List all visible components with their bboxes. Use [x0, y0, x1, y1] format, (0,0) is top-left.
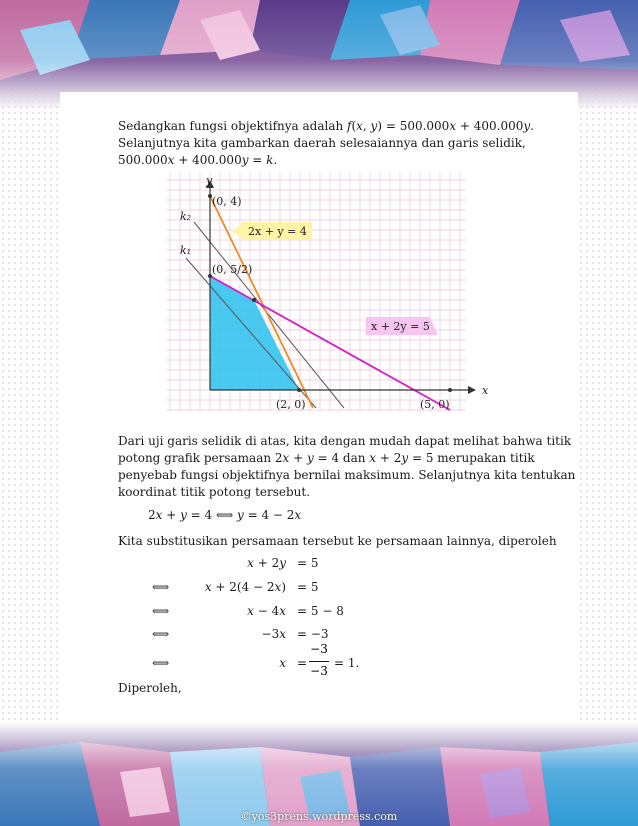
- paragraph-analysis-line4: koordinat titik potong tersebut.: [118, 485, 311, 499]
- label-k1: k₁: [180, 244, 192, 257]
- step-lhs: 𝑥 − 4𝑥: [247, 604, 286, 618]
- feasible-region-graph: [166, 172, 496, 420]
- step-rhs: = 5 − 8: [297, 604, 344, 618]
- step-lhs: −3𝑥: [261, 627, 286, 641]
- paragraph-objective-line3: 500.000𝑥 + 400.000𝑦 = 𝑘.: [118, 153, 278, 167]
- step-arrow: ⟺: [152, 656, 170, 670]
- paragraph-analysis-line3: penyebab fungsi objektifnya bernilai maksimum. Selanjutnya kita tentukan: [118, 468, 576, 482]
- step-lhs: 𝑥 + 2(4 − 2𝑥): [204, 580, 286, 594]
- paragraph-objective-line1: Sedangkan fungsi objektifnya adalah 𝑓(𝑥, 𝑦) = 500.000𝑥 + 400.000𝑦.: [118, 119, 534, 133]
- paragraph-analysis-line2: potong grafik persamaan 2𝑥 + 𝑦 = 4 dan 𝑥 + 2𝑦 = 5 merupakan titik: [118, 451, 535, 465]
- paragraph-substitute: Kita substitusikan persamaan tersebut ke persamaan lainnya, diperoleh: [118, 534, 557, 548]
- step-lhs: 𝑥 + 2𝑦: [247, 556, 286, 570]
- svg-text:2x + y = 4: 2x + y = 4: [248, 225, 307, 238]
- label-point-5-0: (5, 0): [420, 398, 450, 411]
- step-rhs: = 5: [297, 580, 319, 594]
- fraction-numerator: −3: [310, 642, 328, 656]
- paragraph-analysis-line1: Dari uji garis selidik di atas, kita dengan mudah dapat melihat bahwa titik: [118, 434, 572, 448]
- label-box-magenta-equation: [366, 317, 438, 335]
- paragraph-objective-line2: Selanjutnya kita gambarkan daerah selesaiannya dan garis selidik,: [118, 136, 526, 150]
- step-arrow: ⟺: [152, 627, 170, 641]
- step-lhs: 𝑥: [279, 656, 286, 670]
- equation-substitution: 2𝑥 + 𝑦 = 4 ⟺ 𝑦 = 4 − 2𝑥: [148, 508, 302, 522]
- footer-credit: ©yos3prens.wordpress.com: [240, 810, 398, 823]
- svg-text:x + 2y = 5: x + 2y = 5: [371, 320, 430, 333]
- x-axis-label: x: [482, 384, 489, 397]
- dotted-margin-right: [578, 92, 638, 732]
- step-rhs: = −3: [297, 627, 329, 641]
- fraction-denominator: −3: [310, 664, 328, 678]
- label-k2: k₂: [180, 210, 192, 223]
- label-point-2-0: (2, 0): [276, 398, 306, 411]
- fraction-bar: [309, 661, 329, 662]
- step-rhs: = 5: [297, 556, 319, 570]
- label-point-0-4: (0, 4): [212, 195, 242, 208]
- step-result: = 1.: [334, 656, 360, 670]
- step-arrow: ⟺: [152, 580, 170, 594]
- step-arrow: ⟺: [152, 604, 170, 618]
- step-equals: =: [297, 656, 308, 670]
- y-axis-label: y: [206, 174, 213, 187]
- label-point-0-5-2: (0, 5/2): [212, 263, 253, 276]
- label-box-orange-equation: [232, 222, 312, 240]
- x-axis-arrow: [468, 386, 476, 394]
- paragraph-obtained: Diperoleh,: [118, 681, 182, 695]
- dotted-margin-left: [0, 92, 60, 732]
